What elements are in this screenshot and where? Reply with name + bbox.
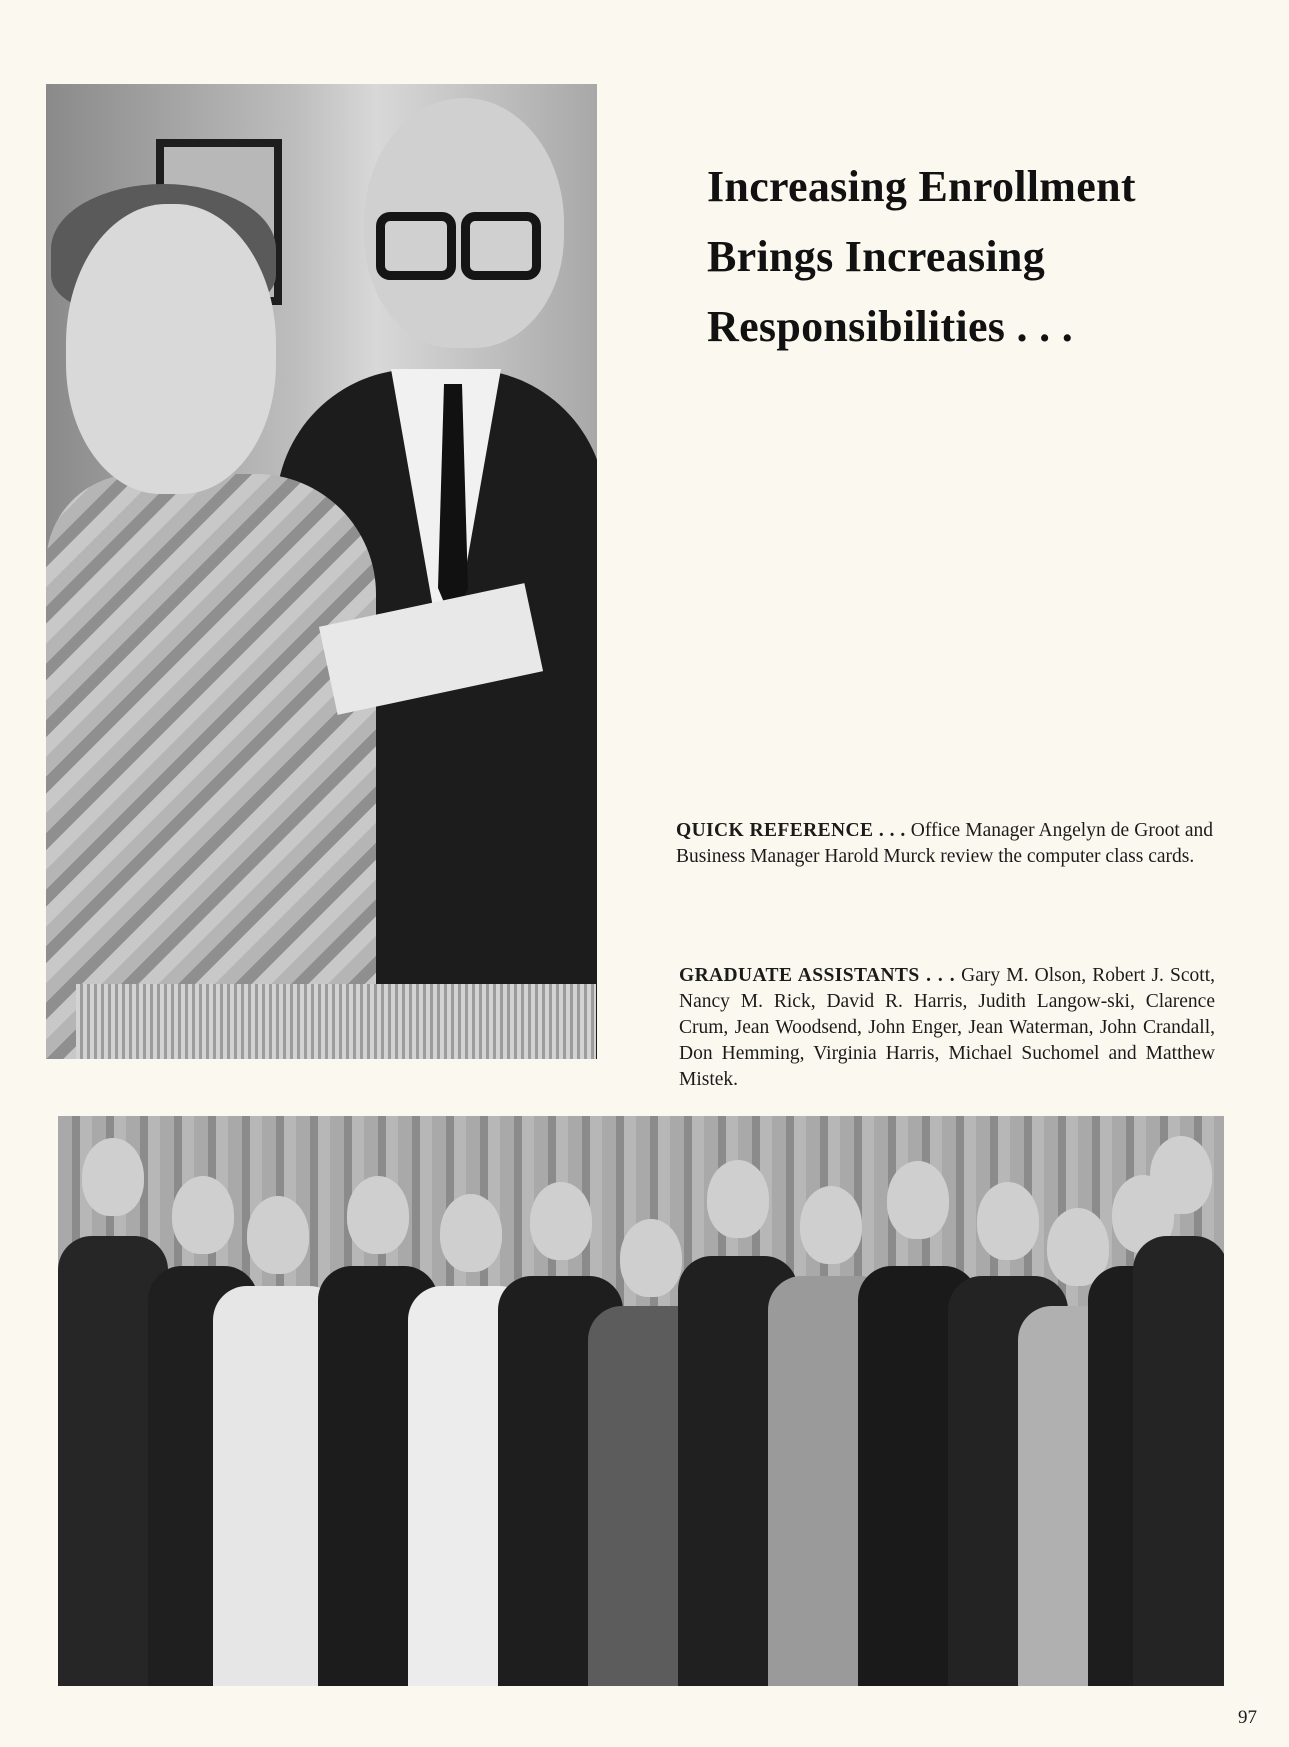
glasses-left-lens [376, 212, 456, 280]
person-figure [1133, 1126, 1224, 1686]
caption-lead: QUICK REFERENCE . . . [676, 820, 906, 841]
woman-figure [46, 474, 376, 1059]
headline-line-3: Responsibilities . . . [707, 302, 1073, 351]
caption-lead: GRADUATE ASSISTANTS . . . [679, 965, 956, 986]
card-file-box [76, 984, 596, 1059]
caption-text: Gary M. Olson, Robert J. Scott, Nancy M. Rick, David R. Harris, Judith Langow-ski, Clarence Crum, Jean Woodsend, John Enger, Jean Waterman, John Crandall, Don Hemming, Virginia Harris, Michael Suchomel and Matthew Mistek. [679, 965, 1216, 1090]
photo-graduate-assistants [58, 1116, 1224, 1686]
caption-graduate-assistants [679, 963, 1215, 1093]
caption-text: Office Manager Angelyn de Groot and Business Manager Harold Murck review the computer class cards. [676, 820, 1213, 867]
page-number: 97 [1238, 1707, 1257, 1728]
page-headline [707, 152, 1247, 362]
caption-quick-reference [676, 818, 1213, 870]
headline-line-2: Brings Increasing [707, 232, 1046, 281]
headline-line-1: Increasing Enrollment [707, 162, 1136, 211]
glasses-right-lens [461, 212, 541, 280]
woman-head [66, 204, 276, 494]
photo-office-managers [46, 84, 597, 1059]
